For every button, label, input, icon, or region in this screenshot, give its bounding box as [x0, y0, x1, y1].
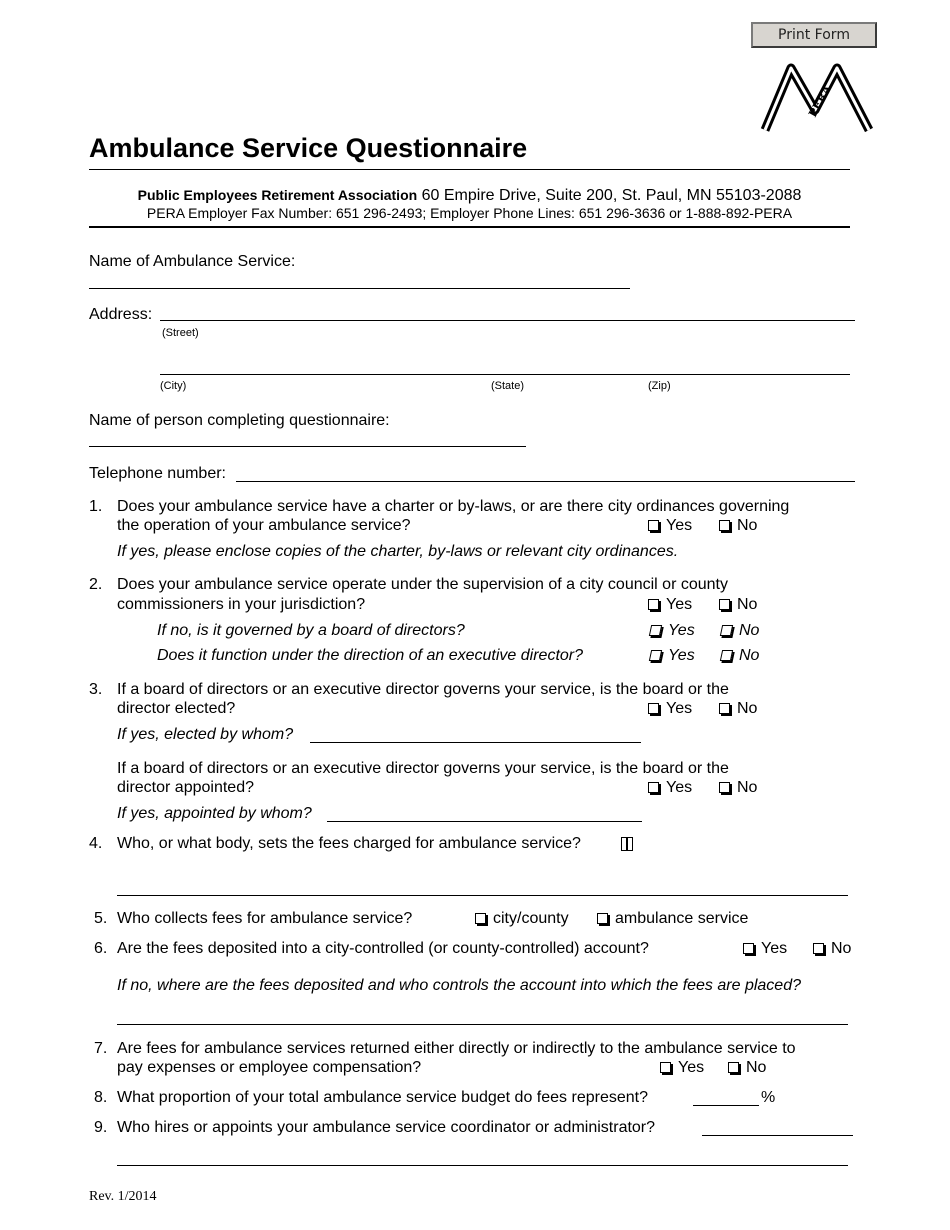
- q8-percent-sign: %: [761, 1089, 776, 1106]
- checkbox-icon[interactable]: [719, 599, 730, 610]
- q1-no-option[interactable]: [719, 516, 757, 535]
- q6-number: 6.: [94, 940, 108, 957]
- checkbox-icon[interactable]: [813, 943, 824, 954]
- service-name-label: Name of Ambulance Service:: [89, 253, 296, 270]
- checkbox-icon[interactable]: [648, 782, 659, 793]
- q3-appointed-yes-option[interactable]: [648, 778, 692, 797]
- revision-note: Rev. 1/2014: [89, 1189, 157, 1204]
- checkbox-icon[interactable]: [649, 650, 662, 661]
- option-label: Yes: [666, 700, 693, 717]
- header-contact-line: PERA Employer Fax Number: 651 296-2493; Employer Phone Lines: 651 296-3636 or 1-888-892-PERA: [146, 205, 793, 221]
- q9-number: 9.: [94, 1119, 108, 1136]
- option-label: Yes: [666, 779, 693, 796]
- q5-ambulance-service-option[interactable]: [597, 909, 748, 928]
- street-field[interactable]: [160, 320, 855, 321]
- option-label: Yes: [668, 622, 695, 639]
- option-label: No: [746, 1059, 767, 1076]
- option-label: Yes: [761, 940, 788, 957]
- q7-text-line1: Are fees for ambulance services returned either directly or indirectly to the ambulance service to: [117, 1040, 796, 1057]
- checkbox-icon[interactable]: [743, 943, 754, 954]
- q3-elected-by-label: If yes, elected by whom?: [117, 726, 294, 743]
- q3-text-line4: director appointed?: [117, 779, 254, 796]
- option-label: No: [739, 622, 760, 639]
- q1-text-line1: Does your ambulance service have a charter or by-laws, or are there city ordinances governing: [117, 498, 790, 515]
- telephone-field[interactable]: [236, 481, 855, 482]
- q9-text: Who hires or appoints your ambulance service coordinator or administrator?: [117, 1119, 656, 1136]
- page-title: Ambulance Service Questionnaire: [89, 133, 528, 163]
- city-caption: (City): [160, 380, 187, 392]
- title-rule: [89, 169, 850, 170]
- option-label: No: [739, 647, 760, 664]
- q4-answer-field[interactable]: [117, 895, 848, 896]
- q4-number: 4.: [89, 835, 103, 852]
- option-label: No: [737, 779, 758, 796]
- q1-number: 1.: [89, 498, 103, 515]
- q2-sub2-no-option[interactable]: [721, 646, 759, 665]
- option-label: No: [737, 700, 758, 717]
- q7-text-line2: pay expenses or employee compensation?: [117, 1059, 422, 1076]
- q6-note: If no, where are the fees deposited and who controls the account into which the fees are placed?: [117, 977, 801, 994]
- q8-text: What proportion of your total ambulance service budget do fees represent?: [117, 1089, 648, 1106]
- service-name-field[interactable]: [89, 288, 630, 289]
- checkbox-icon[interactable]: [728, 1062, 739, 1073]
- q3-appointed-by-field[interactable]: [327, 821, 642, 822]
- q1-note: If yes, please enclose copies of the charter, by-laws or relevant city ordinances.: [117, 543, 679, 560]
- org-name: Public Employees Retirement Association: [137, 187, 418, 203]
- checkbox-icon[interactable]: [648, 703, 659, 714]
- option-label: Yes: [668, 647, 695, 664]
- person-field[interactable]: [89, 446, 526, 447]
- option-label: No: [737, 596, 758, 613]
- q9-answer-field[interactable]: [702, 1135, 853, 1136]
- city-state-zip-field[interactable]: [160, 374, 850, 375]
- option-label: Yes: [678, 1059, 705, 1076]
- q2-text-line2: commissioners in your jurisdiction?: [117, 596, 366, 613]
- option-label: Yes: [666, 517, 693, 534]
- q3-number: 3.: [89, 681, 103, 698]
- street-caption: (Street): [162, 327, 199, 339]
- q2-sub2: Does it function under the direction of an executive director?: [157, 647, 584, 664]
- pera-logo: [757, 58, 877, 138]
- zip-caption: (Zip): [648, 380, 671, 392]
- q2-sub1-yes-option[interactable]: [650, 621, 695, 640]
- q7-yes-option[interactable]: [660, 1058, 704, 1077]
- q3-text-line3: If a board of directors or an executive director governs your service, is the board or the: [117, 760, 729, 777]
- q5-text: Who collects fees for ambulance service?: [117, 910, 413, 927]
- q7-number: 7.: [94, 1040, 108, 1057]
- pera-logo-text: PERA: [806, 82, 834, 120]
- q9-answer-field-line2[interactable]: [117, 1165, 848, 1166]
- q6-yes-option[interactable]: [743, 939, 787, 958]
- person-label: Name of person completing questionnaire:: [89, 412, 390, 429]
- q5-number: 5.: [94, 910, 108, 927]
- option-label: Yes: [666, 596, 693, 613]
- q7-no-option[interactable]: [728, 1058, 766, 1077]
- q1-text-line2: the operation of your ambulance service?: [117, 517, 411, 534]
- option-label: No: [831, 940, 852, 957]
- q1-yes-option[interactable]: [648, 516, 692, 535]
- q6-text: Are the fees deposited into a city-controlled (or county-controlled) account?: [117, 940, 649, 957]
- checkbox-icon[interactable]: [649, 625, 662, 636]
- q3-appointed-no-option[interactable]: [719, 778, 757, 797]
- q6-no-option[interactable]: [813, 939, 851, 958]
- checkbox-icon[interactable]: [475, 913, 486, 924]
- org-address: 60 Empire Drive, Suite 200, St. Paul, MN 55103-2088: [421, 187, 802, 204]
- q2-sub1-no-option[interactable]: [721, 621, 759, 640]
- q3-text-line2: director elected?: [117, 700, 236, 717]
- address-label: Address:: [89, 306, 153, 323]
- q2-sub2-yes-option[interactable]: [650, 646, 695, 665]
- q4-text: Who, or what body, sets the fees charged for ambulance service?: [117, 835, 581, 852]
- header-rule: [89, 226, 850, 228]
- q3-appointed-by-label: If yes, appointed by whom?: [117, 805, 312, 822]
- q2-no-option[interactable]: [719, 595, 757, 614]
- q6-answer-field[interactable]: [117, 1024, 848, 1025]
- q3-elected-yes-option[interactable]: [648, 699, 692, 718]
- q5-city-county-option[interactable]: [475, 909, 569, 928]
- checkbox-icon[interactable]: [597, 913, 608, 924]
- checkbox-icon[interactable]: [719, 520, 730, 531]
- q2-sub1: If no, is it governed by a board of directors?: [157, 622, 465, 639]
- option-label: ambulance service: [615, 910, 749, 927]
- q8-percent-field[interactable]: [693, 1105, 759, 1106]
- checkbox-icon[interactable]: [648, 520, 659, 531]
- q2-number: 2.: [89, 576, 103, 593]
- q2-yes-option[interactable]: [648, 595, 692, 614]
- telephone-label: Telephone number:: [89, 465, 226, 482]
- state-caption: (State): [491, 380, 525, 392]
- checkbox-icon[interactable]: [720, 650, 733, 661]
- option-label: No: [737, 517, 758, 534]
- q3-text-line1: If a board of directors or an executive director governs your service, is the board or the: [117, 681, 729, 698]
- missing-glyph-icon: [627, 837, 633, 851]
- q3-elected-by-field[interactable]: [310, 742, 641, 743]
- q3-elected-no-option[interactable]: [719, 699, 757, 718]
- checkbox-icon[interactable]: [719, 782, 730, 793]
- checkbox-icon[interactable]: [719, 703, 730, 714]
- option-label: city/county: [493, 910, 569, 927]
- checkbox-icon[interactable]: [660, 1062, 671, 1073]
- q8-number: 8.: [94, 1089, 108, 1106]
- checkbox-icon[interactable]: [648, 599, 659, 610]
- print-form-button[interactable]: Print Form: [751, 22, 877, 48]
- header-address-line: [89, 186, 850, 205]
- q2-text-line1: Does your ambulance service operate under the supervision of a city council or county: [117, 576, 728, 593]
- checkbox-icon[interactable]: [720, 625, 733, 636]
